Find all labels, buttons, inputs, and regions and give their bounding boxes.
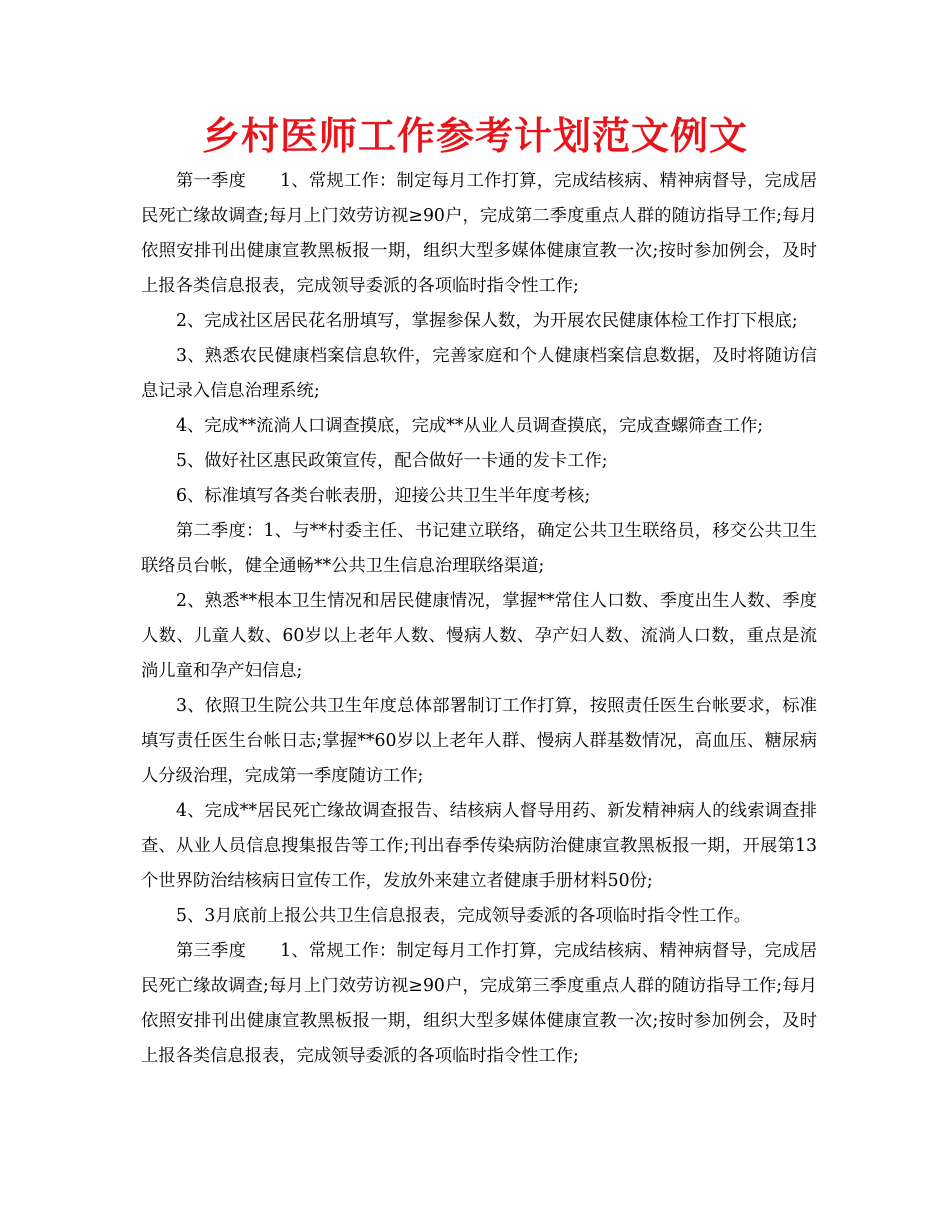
paragraph-q3-routine xyxy=(141,934,817,1074)
paragraph-text: 第二季度：1、与**村委主任、书记建立联络，确定公共卫生联络员，移交公共卫生联络员台帐，健全通畅**公共卫生信息治理联络渠道; xyxy=(141,521,817,576)
paragraph-text: 6、标准填写各类台帐表册，迎接公共卫生半年度考核; xyxy=(176,486,591,506)
season-heading: 第一季度 xyxy=(176,171,247,191)
paragraph-q1-routine xyxy=(141,164,817,304)
paragraph-q2 xyxy=(141,514,817,584)
paragraph xyxy=(141,794,817,899)
paragraph-text: 4、完成**居民死亡缘故调查报告、结核病人督导用药、新发精神病人的线索调查排查、从业人员信息搜集报告等工作;刊出春季传染病防治健康宣教黑板报一期，开展第13个世界防治结核病日宣传工作，发放外来建立者健康手册材料50份; xyxy=(141,801,817,891)
paragraph-text: 3、依照卫生院公共卫生年度总体部署制订工作打算，按照责任医生台帐要求，标准填写责任医生台帐日志;掌握**60岁以上老年人群、慢病人群基数情况，高血压、糖尿病人分级治理，完成第一季度随访工作; xyxy=(141,696,817,786)
paragraph xyxy=(141,444,817,479)
paragraph xyxy=(141,304,817,339)
paragraph-text: 2、熟悉**根本卫生情况和居民健康情况，掌握**常住人口数、季度出生人数、季度人数、儿童人数、60岁以上老年人数、慢病人数、孕产妇人数、流淌人口数，重点是流淌儿童和孕产妇信息; xyxy=(141,591,817,681)
paragraph xyxy=(141,899,817,934)
paragraph xyxy=(141,339,817,409)
paragraph xyxy=(141,584,817,689)
paragraph xyxy=(141,409,817,444)
paragraph-text: 1、常规工作：制定每月工作打算，完成结核病、精神病督导，完成居民死亡缘故调查;每月上门效劳访视≥90户，完成第三季度重点人群的随访指导工作;每月依照安排刊出健康宣教黑板报一期，组织大型多媒体健康宣教一次;按时参加例会，及时上报各类信息报表，完成领导委派的各项临时指令性工作; xyxy=(141,941,817,1066)
paragraph-text: 5、做好社区惠民政策宣传，配合做好一卡通的发卡工作; xyxy=(176,451,608,471)
season-heading: 第三季度 xyxy=(176,941,247,961)
paragraph-text: 3、熟悉农民健康档案信息软件，完善家庭和个人健康档案信息数据，及时将随访信息记录入信息治理系统; xyxy=(141,346,817,401)
paragraph-text: 5、3月底前上报公共卫生信息报表，完成领导委派的各项临时指令性工作。 xyxy=(176,906,751,926)
paragraph xyxy=(141,479,817,514)
paragraph-text: 1、常规工作：制定每月工作打算，完成结核病、精神病督导，完成居民死亡缘故调查;每月上门效劳访视≥90户，完成第二季度重点人群的随访指导工作;每月依照安排刊出健康宣教黑板报一期，组织大型多媒体健康宣教一次;按时参加例会，及时上报各类信息报表，完成领导委派的各项临时指令性工作; xyxy=(141,171,817,296)
document-body xyxy=(141,164,817,1074)
paragraph xyxy=(141,689,817,794)
paragraph-text: 2、完成社区居民花名册填写，掌握参保人数，为开展农民健康体检工作打下根底; xyxy=(176,311,798,331)
page-title: 乡村医师工作参考计划范文例文 xyxy=(201,114,748,158)
paragraph-text: 4、完成**流淌人口调查摸底，完成**从业人员调查摸底，完成查螺筛查工作; xyxy=(176,416,764,436)
